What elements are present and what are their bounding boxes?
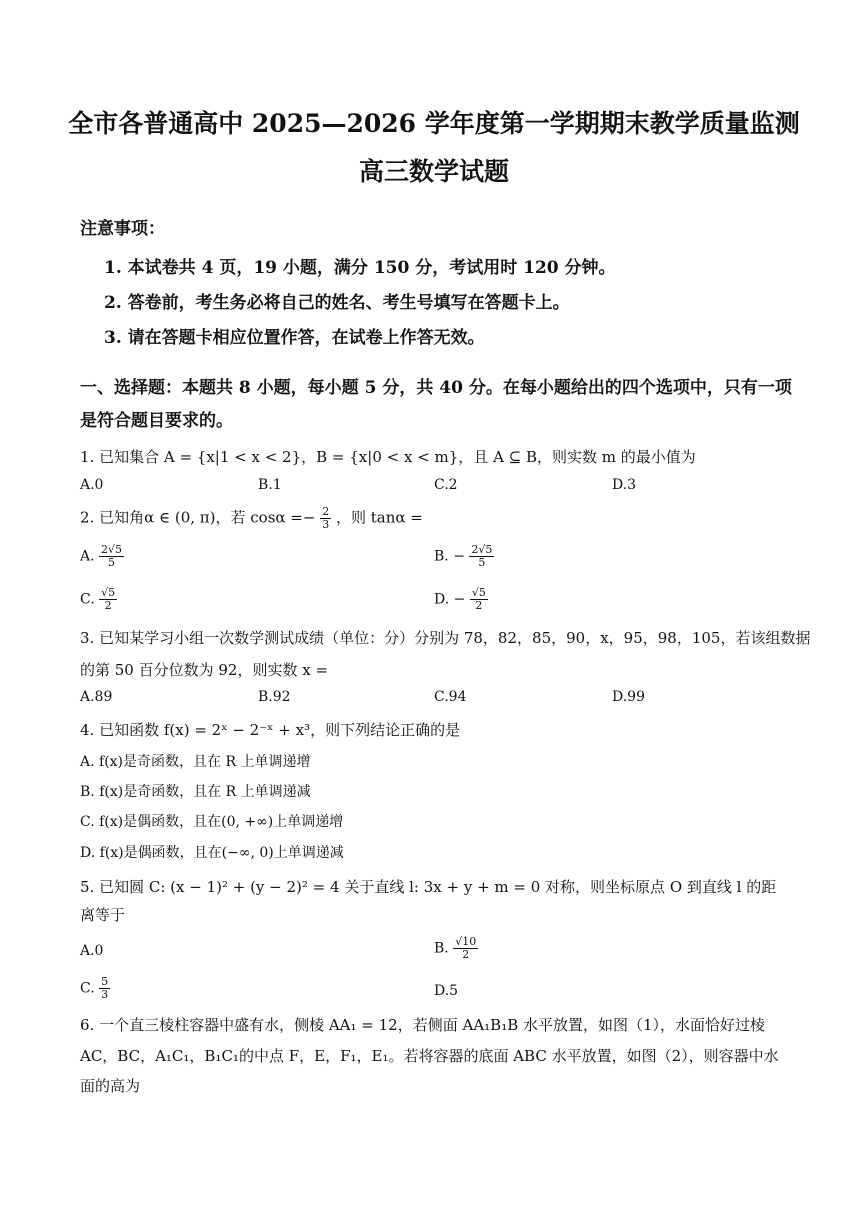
option-fraction: [469, 544, 494, 569]
fraction-denominator: 3: [101, 988, 109, 1001]
question-1-option-b: B.1: [258, 477, 282, 493]
fraction-numerator: 2: [322, 505, 330, 518]
option-fraction: [99, 976, 110, 1001]
section-heading-cont: 是符合题目要求的。: [80, 411, 233, 431]
fraction-numerator: 2√5: [471, 543, 493, 556]
option-label: B.: [434, 940, 449, 957]
fraction-denominator: 3: [322, 518, 330, 531]
fraction-denominator: 2: [462, 948, 470, 961]
exam-title: 全市各普通高中 2025—2026 学年度第一学期期末教学质量监测: [68, 109, 800, 138]
fraction-numerator: 2√5: [101, 543, 123, 556]
question-4-option-a: A. f(x)是奇函数，且在 R 上单调递增: [80, 754, 311, 770]
question-1-option-c: C.2: [434, 477, 458, 493]
question-1-option-a: A.0: [80, 477, 104, 493]
question-5-option-d: D.5: [434, 983, 459, 999]
question-2-option-a: [80, 544, 124, 569]
question-2-stem-a: 2. 已知角α ∈ (0, π)，若 cosα =−: [80, 508, 316, 527]
fraction-numerator: 5: [101, 975, 109, 988]
option-fraction: [99, 544, 124, 569]
fraction-denominator: 2: [475, 599, 483, 612]
question-2-fraction: [320, 506, 331, 531]
notice-item: 2. 答卷前，考生务必将自己的姓名、考生号填写在答题卡上。: [104, 293, 570, 313]
question-3-option-c: C.94: [434, 689, 467, 705]
fraction-numerator: √10: [455, 935, 477, 948]
question-5-option-a: A.0: [80, 943, 104, 959]
option-fraction: [453, 936, 478, 961]
question-4-stem: 4. 已知函数 f(x) = 2ˣ − 2⁻ˣ + x³，则下列结论正确的是: [80, 721, 461, 739]
fraction-numerator: √5: [471, 586, 486, 599]
question-6-stem: 6. 一个直三棱柱容器中盛有水，侧棱 AA₁ = 12，若侧面 AA₁B₁B 水平放置，如图（1），水面恰好过棱: [80, 1016, 766, 1034]
question-5-option-c: [80, 976, 110, 1001]
option-label: A.: [80, 548, 95, 565]
option-fraction: [99, 587, 117, 612]
question-2-option-d: [434, 587, 488, 612]
question-3-option-a: A.89: [80, 689, 113, 705]
question-3-stem: 3. 已知某学习小组一次数学测试成绩（单位：分）分别为 78，82，85，90，x，95，98，105，若该组数据: [80, 629, 811, 647]
option-label: C.: [80, 980, 95, 997]
option-label: C.: [80, 591, 95, 608]
notice-heading: 注意事项：: [80, 219, 165, 239]
question-5-option-b: [434, 936, 478, 961]
question-3-stem-cont: 的第 50 百分位数为 92，则实数 x =: [80, 661, 329, 679]
notice-item: 1. 本试卷共 4 页，19 小题，满分 150 分，考试用时 120 分钟。: [104, 258, 616, 278]
question-4-option-b: B. f(x)是奇函数，且在 R 上单调递减: [80, 784, 311, 800]
question-2-stem: [80, 506, 423, 531]
question-2-option-b: [434, 544, 494, 569]
question-2-option-c: [80, 587, 117, 612]
option-label: B. −: [434, 548, 465, 565]
question-3-option-d: D.99: [612, 689, 645, 705]
fraction-denominator: 5: [108, 556, 116, 569]
option-fraction: [470, 587, 488, 612]
fraction-denominator: 2: [104, 599, 112, 612]
section-heading: 一、选择题：本题共 8 小题，每小题 5 分，共 40 分。在每小题给出的四个选项中，只有一项: [80, 378, 792, 398]
question-5-stem: 5. 已知圆 C: (x − 1)² + (y − 2)² = 4 关于直线 l: 3x + y + m = 0 对称，则坐标原点 O 到直线 l 的距: [80, 878, 777, 896]
question-6-stem-cont2: 面的高为: [80, 1077, 141, 1095]
question-1-stem: 1. 已知集合 A = {x|1 < x < 2}，B = {x|0 < x < m}，且 A ⊆ B，则实数 m 的最小值为: [80, 448, 696, 466]
question-4-option-c: C. f(x)是偶函数，且在(0, +∞)上单调递增: [80, 814, 344, 830]
option-label: D. −: [434, 591, 466, 608]
fraction-numerator: √5: [101, 586, 116, 599]
question-5-stem-cont: 离等于: [80, 906, 126, 924]
question-3-option-b: B.92: [258, 689, 291, 705]
question-6-stem-cont: AC，BC，A₁C₁，B₁C₁的中点 F，E，F₁，E₁。若将容器的底面 ABC 水平放置，如图（2），则容器中水: [80, 1047, 779, 1065]
question-4-option-d: D. f(x)是偶函数，且在(−∞, 0)上单调递减: [80, 845, 344, 861]
fraction-denominator: 5: [478, 556, 486, 569]
exam-subtitle: 高三数学试题: [358, 157, 509, 186]
question-2-stem-b: ，则 tanα =: [336, 508, 423, 527]
question-1-option-d: D.3: [612, 477, 637, 493]
notice-item: 3. 请在答题卡相应位置作答，在试卷上作答无效。: [104, 328, 485, 348]
